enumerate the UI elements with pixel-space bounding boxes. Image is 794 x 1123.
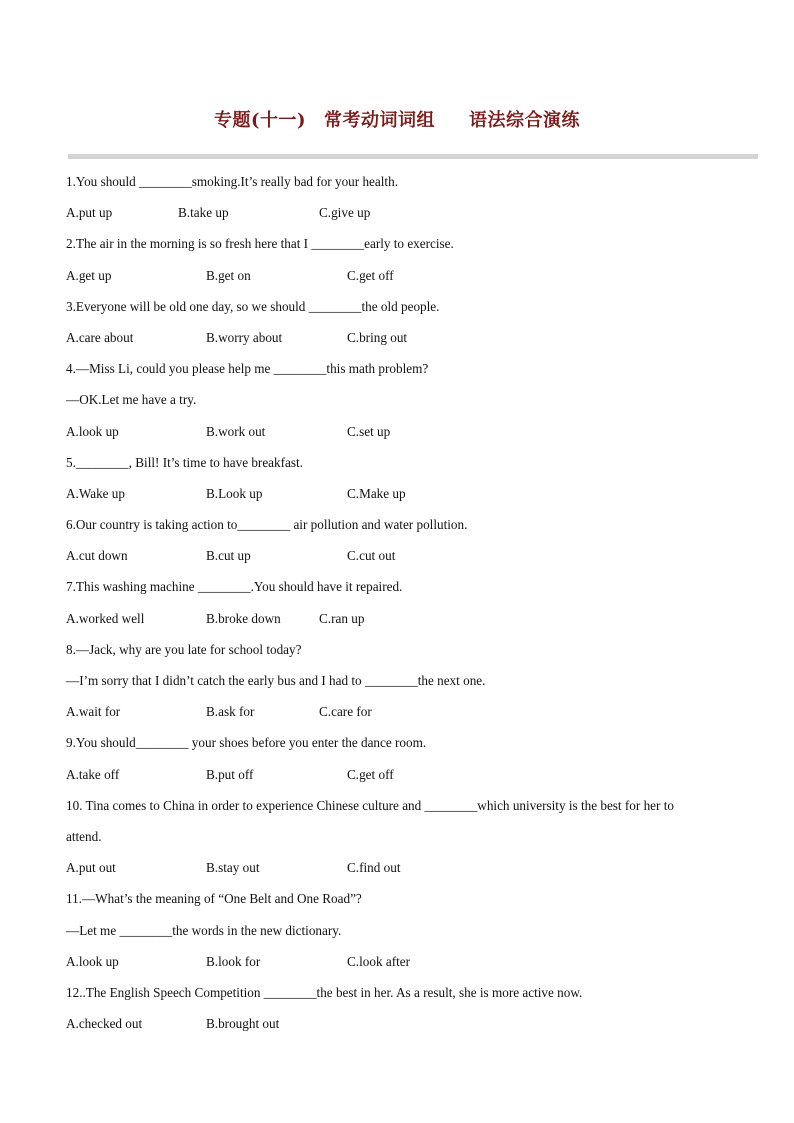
question-text: 6.Our country is taking action to________ air pollution and water pollution.	[66, 517, 468, 533]
option-a: A.checked out	[66, 1016, 143, 1032]
question-text: 1.You should ________smoking.It’s really bad for your health.	[66, 174, 398, 189]
title-divider	[68, 154, 758, 159]
option-row	[66, 946, 736, 977]
option-a: A.Wake up	[66, 485, 125, 501]
question-text: 7.This washing machine ________.You should have it repaired.	[66, 579, 403, 595]
option-a: A.worked well	[66, 610, 145, 626]
option-row	[66, 759, 736, 790]
option-a: A.put up	[66, 205, 113, 221]
option-b: B.ask for	[206, 704, 255, 720]
option-a: A.look up	[66, 953, 119, 969]
option-a: A.wait for	[66, 704, 121, 720]
option-row	[66, 260, 736, 291]
option-row	[66, 540, 736, 571]
option-c: C.get off	[347, 267, 394, 283]
question-text: 2.The air in the morning is so fresh here that I ________early to exercise.	[66, 236, 454, 252]
question-text: 3.Everyone will be old one day, so we should ________the old people.	[66, 298, 440, 314]
question-text: 4.—Miss Li, could you please help me ________this math problem?	[66, 361, 429, 377]
option-a: A.put out	[66, 860, 116, 876]
option-b: B.Look up	[206, 485, 263, 501]
question-text: 12..The English Speech Competition ________the best in her. As a result, she is more active now.	[66, 984, 583, 1000]
option-b: B.look for	[206, 953, 261, 969]
option-c: C.set up	[347, 423, 391, 439]
question-text: 11.—What’s the meaning of “One Belt and One Road”?	[66, 891, 362, 907]
title-part-subject: 常考动词词组	[324, 110, 436, 131]
option-a: A.cut down	[66, 548, 128, 564]
option-row	[66, 416, 736, 447]
question-text: —Let me ________the words in the new dictionary.	[66, 922, 342, 938]
option-row	[66, 696, 736, 727]
question-text: 5.________, Bill! It’s time to have breakfast.	[66, 454, 303, 470]
option-row	[66, 478, 736, 509]
question-text: 10. Tina comes to China in order to experience Chinese culture and ________which university is the best for her to	[66, 797, 674, 813]
option-c: C.bring out	[347, 329, 408, 345]
option-c: C.cut out	[347, 548, 396, 564]
option-b: B.get on	[206, 267, 251, 283]
question-text: 8.—Jack, why are you late for school today?	[66, 641, 302, 657]
option-row	[66, 1008, 736, 1039]
option-a: A.look up	[66, 423, 119, 439]
option-b: B.put off	[206, 766, 254, 782]
option-a: A.take off	[66, 766, 120, 782]
page-title	[0, 106, 794, 132]
option-a: A.get up	[66, 267, 112, 283]
question-text: —OK.Let me have a try.	[66, 392, 197, 408]
option-b: B.broke down	[206, 610, 281, 626]
question-list	[66, 166, 736, 1039]
option-b: B.stay out	[206, 860, 260, 876]
question-text: attend.	[66, 828, 102, 844]
option-b: B.brought out	[206, 1016, 280, 1032]
option-c: C.care for	[319, 704, 372, 720]
option-c: C.look after	[347, 953, 410, 969]
option-c: C.Make up	[347, 485, 406, 501]
question-text: —I’m sorry that I didn’t catch the early bus and I had to ________the next one.	[66, 673, 486, 688]
option-c: C.find out	[347, 860, 401, 876]
title-part-exercise: 语法综合演练	[469, 110, 581, 131]
option-row	[66, 603, 736, 634]
option-a: A.care about	[66, 329, 134, 345]
option-row	[66, 322, 736, 353]
option-row	[66, 852, 736, 883]
option-b: B.cut up	[206, 548, 251, 564]
option-c: C.get off	[347, 766, 394, 782]
question-text: 9.You should________ your shoes before you enter the dance room.	[66, 735, 427, 751]
option-row	[66, 197, 736, 228]
option-b: B.worry about	[206, 329, 283, 345]
option-c: C.ran up	[319, 610, 365, 626]
option-b: B.work out	[206, 423, 266, 439]
option-c: C.give up	[319, 205, 371, 221]
option-b: B.take up	[178, 205, 229, 221]
title-part-topic: 专题(十一)	[213, 110, 307, 131]
